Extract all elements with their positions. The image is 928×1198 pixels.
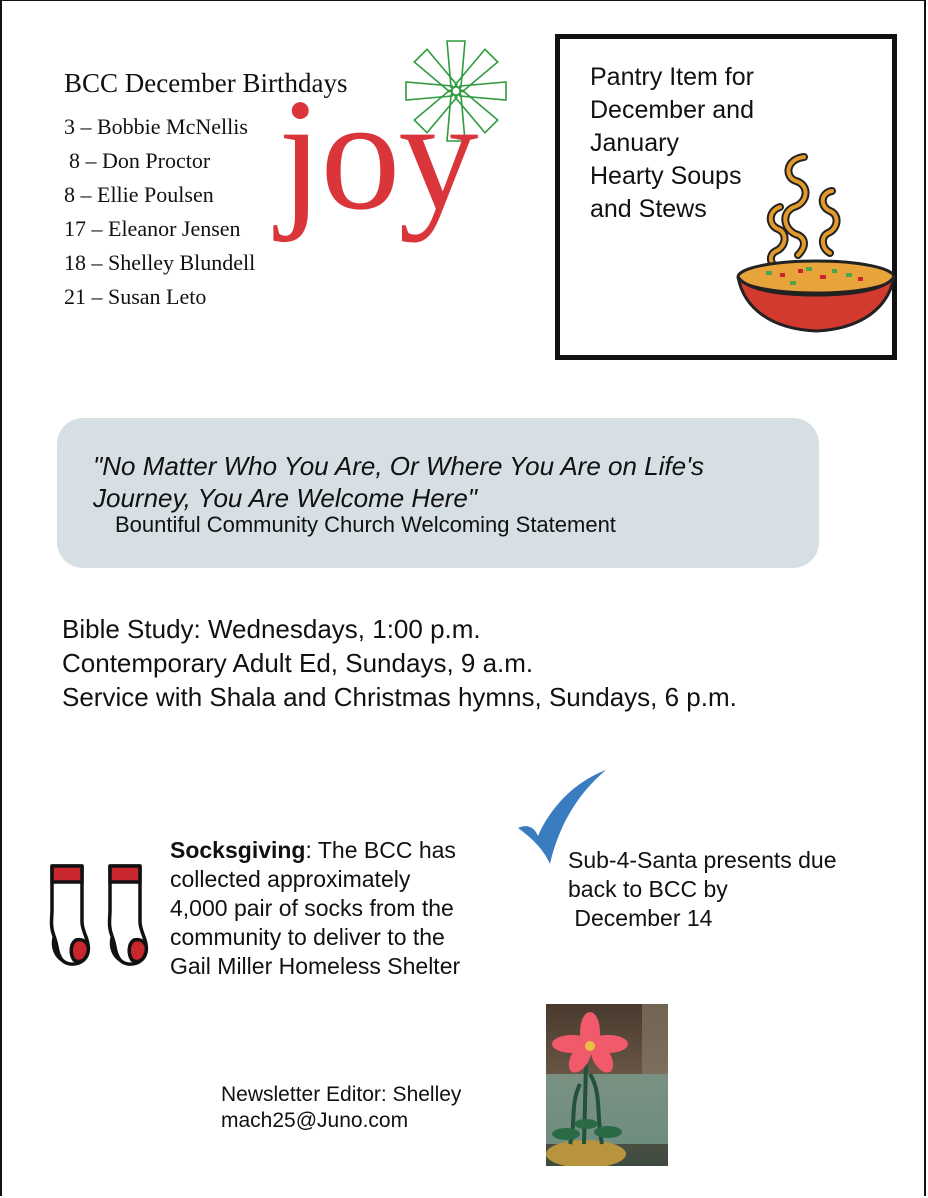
- quote-line: Journey, You Are Welcome Here": [93, 483, 478, 513]
- socksgiving-line: community to deliver to the: [170, 924, 445, 950]
- soup-bowl-icon: [736, 147, 896, 337]
- pantry-text: [590, 61, 754, 226]
- birthday-item: 8 – Don Proctor: [69, 148, 211, 173]
- schedule-item: Bible Study: Wednesdays, 1:00 p.m.: [62, 614, 481, 644]
- santa-line: Sub-4-Santa presents due: [568, 847, 837, 873]
- birthday-list: [64, 110, 255, 314]
- poinsettia-photo: [546, 1004, 668, 1166]
- welcome-quote: [93, 450, 704, 514]
- pantry-box: [555, 34, 897, 360]
- pantry-line: Hearty Soups: [590, 162, 742, 190]
- socks-icon: [44, 860, 160, 970]
- pantry-line: January: [590, 129, 679, 157]
- joy-word: joy: [278, 65, 477, 243]
- welcome-statement-box: [57, 418, 819, 568]
- sub-4-santa-text: [568, 846, 837, 933]
- socksgiving-title: Socksgiving: [170, 837, 306, 863]
- pantry-line: Pantry Item for: [590, 63, 754, 91]
- santa-line: back to BCC by: [568, 876, 728, 902]
- editor-email: mach25@Juno.com: [221, 1109, 409, 1132]
- schedule-list: [62, 612, 737, 714]
- schedule-item: Service with Shala and Christmas hymns, Sundays, 6 p.m.: [62, 682, 737, 712]
- socksgiving-line: collected approximately: [170, 866, 411, 892]
- editor-info: [221, 1082, 461, 1134]
- schedule-item: Contemporary Adult Ed, Sundays, 9 a.m.: [62, 648, 534, 678]
- birthday-item: 17 – Eleanor Jensen: [64, 216, 241, 241]
- pantry-line: and Stews: [590, 195, 707, 223]
- socksgiving-line: : The BCC has: [305, 837, 456, 863]
- quote-source: Bountiful Community Church Welcoming Statement: [115, 512, 616, 537]
- birthday-item: 18 – Shelley Blundell: [64, 250, 256, 275]
- birthday-item: 8 – Ellie Poulsen: [64, 182, 214, 207]
- editor-line: Newsletter Editor: Shelley: [221, 1083, 462, 1106]
- birthday-item: 21 – Susan Leto: [64, 284, 207, 309]
- socksgiving-first-line: [170, 836, 460, 865]
- socksgiving-text: [170, 836, 460, 981]
- birthday-item: 3 – Bobbie McNellis: [64, 114, 248, 139]
- santa-line: December 14: [568, 905, 713, 931]
- pantry-line: December and: [590, 96, 754, 124]
- birthdays-title: BCC December Birthdays: [64, 68, 348, 98]
- socksgiving-line: Gail Miller Homeless Shelter: [170, 953, 461, 979]
- quote-line: "No Matter Who You Are, Or Where You Are on Life's: [93, 451, 705, 481]
- socksgiving-line: 4,000 pair of socks from the: [170, 895, 454, 921]
